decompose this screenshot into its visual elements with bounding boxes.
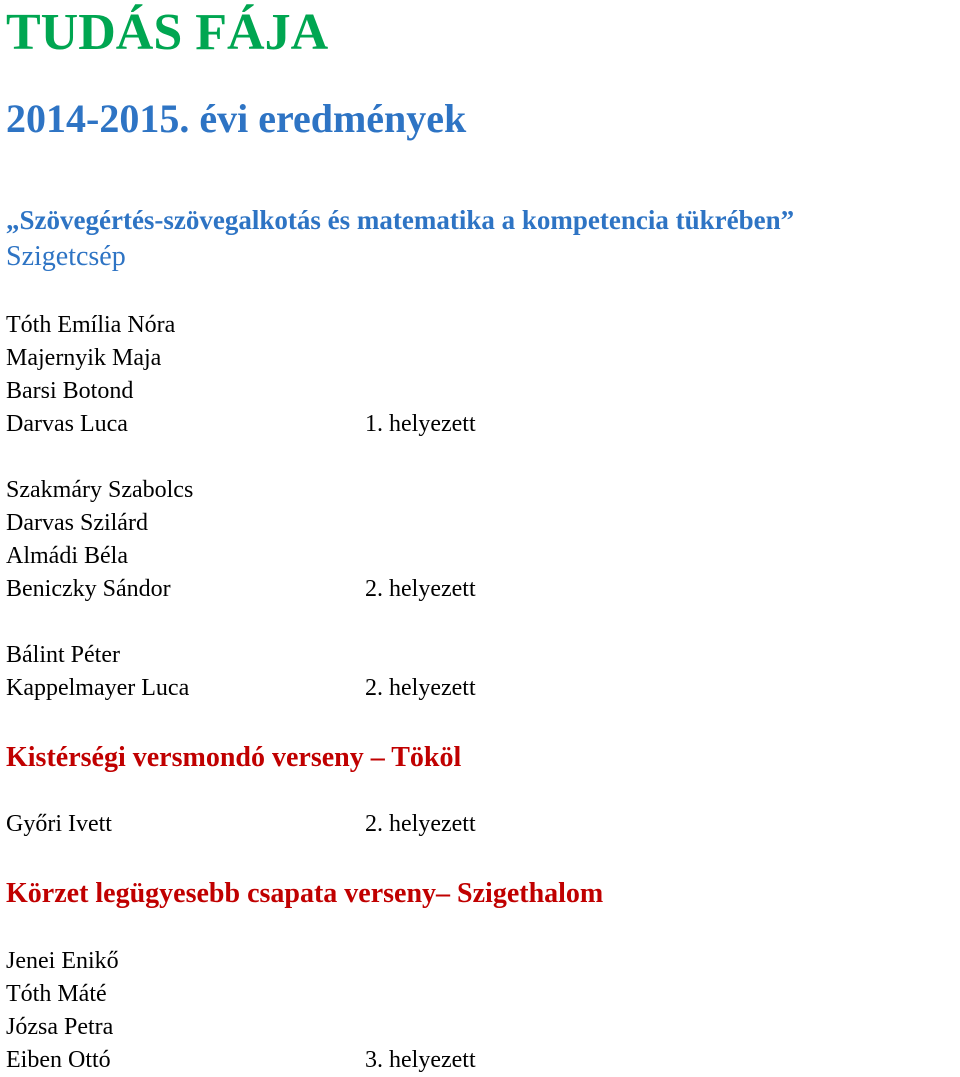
placement: 2. helyezett	[365, 576, 476, 602]
page-title: TUDÁS FÁJA	[6, 4, 329, 61]
placement: 3. helyezett	[365, 1047, 476, 1073]
team-member: Józsa Petra	[6, 1014, 114, 1040]
team-member: Almádi Béla	[6, 543, 128, 569]
team-member: Barsi Botond	[6, 378, 134, 404]
team-member: Darvas Luca	[6, 411, 128, 437]
team-member: Tóth Emília Nóra	[6, 312, 176, 338]
page-subtitle: 2014-2015. évi eredmények	[6, 96, 467, 141]
team-member: Beniczky Sándor	[6, 576, 171, 602]
team-member: Tóth Máté	[6, 981, 107, 1007]
competition-title: „Szövegértés-szövegalkotás és matematika a kompetencia tükrében”	[6, 205, 795, 235]
team-member: Szakmáry Szabolcs	[6, 477, 194, 503]
competition-title: Kistérségi versmondó verseny – Tököl	[6, 742, 462, 773]
team-member: Majernyik Maja	[6, 345, 162, 371]
team-member: Bálint Péter	[6, 642, 120, 668]
placement: 1. helyezett	[365, 411, 476, 437]
placement: 2. helyezett	[365, 811, 476, 837]
team-member: Eiben Ottó	[6, 1047, 111, 1073]
team-member: Darvas Szilárd	[6, 510, 148, 536]
competition-title: Körzet legügyesebb csapata verseny– Szigethalom	[6, 878, 604, 909]
team-member: Győri Ivett	[6, 811, 112, 837]
team-member: Kappelmayer Luca	[6, 675, 190, 701]
competition-location: Szigetcsép	[6, 241, 126, 272]
placement: 2. helyezett	[365, 675, 476, 701]
team-member: Jenei Enikő	[6, 948, 119, 974]
